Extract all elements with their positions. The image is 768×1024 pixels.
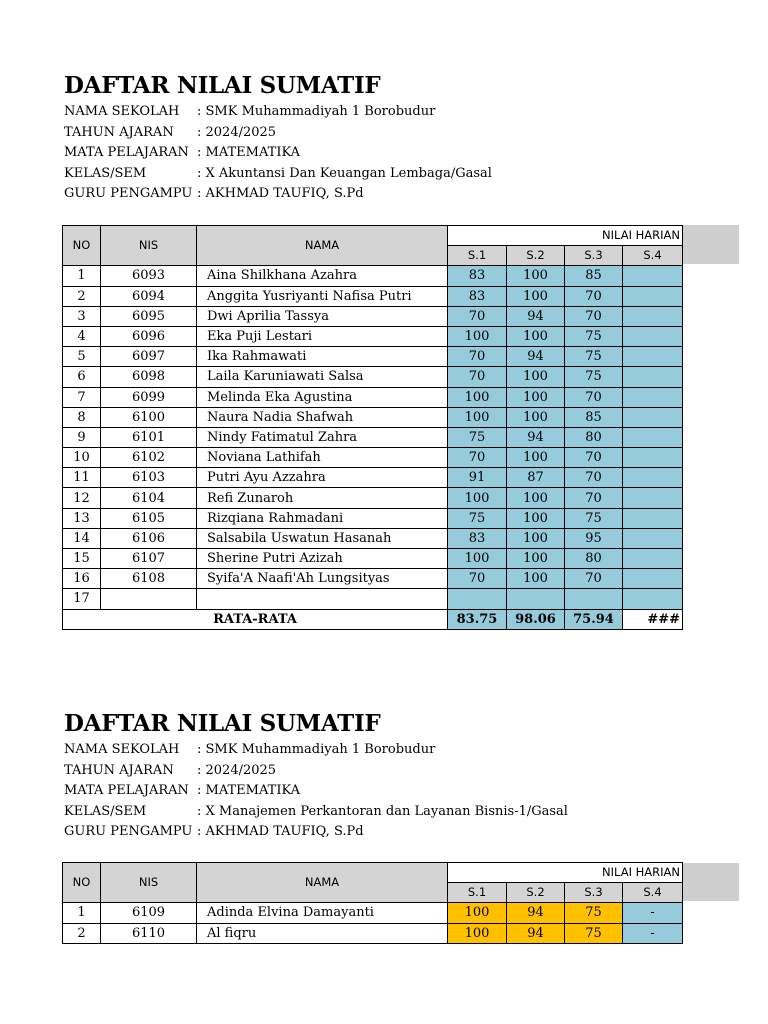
cell-no: 11: [63, 468, 101, 488]
table-row: [63, 306, 683, 326]
table-row: [63, 549, 683, 569]
cell-s2: 100: [507, 569, 565, 589]
cell-nis: 6105: [101, 508, 197, 528]
cell-nama: Adinda Elvina Damayanti: [197, 903, 448, 923]
cell-s4: [623, 528, 683, 548]
cell-s3: 75: [565, 367, 623, 387]
table-row: [63, 903, 683, 923]
table-row: [63, 387, 683, 407]
cell-nis: 6104: [101, 488, 197, 508]
cell-nis: 6093: [101, 266, 197, 286]
info-block: [64, 740, 744, 843]
header-nis: NIS: [101, 226, 197, 266]
grades-table-2-body: [63, 903, 683, 943]
info-block: [64, 102, 744, 205]
cell-s2: 100: [507, 367, 565, 387]
table-row: [63, 448, 683, 468]
header-no: NO: [63, 226, 101, 266]
cell-s2: 100: [507, 387, 565, 407]
cell-no: 9: [63, 427, 101, 447]
cell-nis: 6106: [101, 528, 197, 548]
info-label: NAMA SEKOLAH: [64, 742, 180, 757]
cell-no: 4: [63, 326, 101, 346]
cell-s2: 94: [507, 427, 565, 447]
header-s1: S.1: [448, 246, 507, 266]
table-row: [63, 326, 683, 346]
header-grey-extension: [682, 863, 739, 901]
cell-s2: 100: [507, 508, 565, 528]
table-row: [63, 468, 683, 488]
cell-s1: 83: [448, 528, 507, 548]
cell-no: 5: [63, 347, 101, 367]
info-value: : AKHMAD TAUFIQ, S.Pd: [197, 186, 364, 201]
section-2-header: [64, 709, 744, 843]
info-label: KELAS/SEM: [64, 803, 147, 819]
info-value: : MATEMATIKA: [197, 145, 301, 160]
cell-no: 10: [63, 448, 101, 468]
cell-s3: 70: [565, 387, 623, 407]
table-row: [63, 569, 683, 589]
cell-s1: 70: [448, 306, 507, 326]
info-value: : 2024/2025: [197, 124, 277, 140]
info-value: : SMK Muhammadiyah 1 Borobudur: [197, 742, 436, 757]
average-label: RATA-RATA: [63, 609, 448, 629]
info-label: TAHUN AJARAN: [64, 124, 174, 140]
cell-s3: 80: [565, 427, 623, 447]
cell-nis: 6096: [101, 326, 197, 346]
cell-nis: 6095: [101, 306, 197, 326]
info-row-school: [64, 102, 744, 123]
info-row-subject: [64, 143, 744, 164]
cell-s2: 94: [507, 923, 565, 943]
cell-s1: 83: [448, 286, 507, 306]
cell-s1: 83: [448, 266, 507, 286]
cell-nis: 6102: [101, 448, 197, 468]
cell-nis: 6110: [101, 923, 197, 943]
cell-s3: 80: [565, 549, 623, 569]
info-value: : MATEMATIKA: [197, 783, 301, 798]
cell-nama: Eka Puji Lestari: [197, 326, 448, 346]
cell-nis: 6098: [101, 367, 197, 387]
cell-s3: 70: [565, 286, 623, 306]
cell-no: 12: [63, 488, 101, 508]
cell-s1: 75: [448, 508, 507, 528]
cell-s4: [623, 468, 683, 488]
cell-s4: [623, 387, 683, 407]
info-row-teacher: [64, 822, 744, 843]
cell-s2: 100: [507, 448, 565, 468]
cell-nama: Ika Rahmawati: [197, 347, 448, 367]
table-row: [63, 347, 683, 367]
cell-s1: [448, 589, 507, 609]
cell-s2: 100: [507, 286, 565, 306]
cell-s4: [623, 286, 683, 306]
average-s4: ###: [623, 609, 683, 629]
header-nilai-harian: NILAI HARIAN: [448, 863, 683, 883]
info-value: : X Manajemen Perkantoran dan Layanan Bisnis-1/Gasal: [197, 803, 568, 819]
cell-s1: 100: [448, 387, 507, 407]
cell-s3: 75: [565, 347, 623, 367]
cell-nama: [197, 589, 448, 609]
header-s3: S.3: [565, 246, 623, 266]
info-row-class: [64, 802, 744, 823]
table-row: [63, 589, 683, 609]
cell-s3: 70: [565, 488, 623, 508]
header-s1: S.1: [448, 883, 507, 903]
cell-s1: 70: [448, 367, 507, 387]
cell-s3: 75: [565, 508, 623, 528]
table-row: [63, 407, 683, 427]
cell-s2: 94: [507, 347, 565, 367]
cell-s4: [623, 488, 683, 508]
cell-no: 6: [63, 367, 101, 387]
section-1-header: [64, 71, 744, 205]
grades-table-2: [62, 862, 683, 944]
cell-s2: [507, 589, 565, 609]
info-row-class: [64, 164, 744, 185]
cell-s4: [623, 427, 683, 447]
cell-s4: [623, 407, 683, 427]
header-nis: NIS: [101, 863, 197, 903]
average-s2: 98.06: [507, 609, 565, 629]
cell-s1: 70: [448, 448, 507, 468]
cell-nis: 6108: [101, 569, 197, 589]
table-row: [63, 367, 683, 387]
table-row: [63, 266, 683, 286]
cell-s4: [623, 448, 683, 468]
cell-nis: [101, 589, 197, 609]
info-value: : 2024/2025: [197, 762, 277, 778]
cell-no: 3: [63, 306, 101, 326]
cell-s3: 70: [565, 448, 623, 468]
cell-nis: 6101: [101, 427, 197, 447]
cell-s4: -: [623, 903, 683, 923]
header-nama: NAMA: [197, 226, 448, 266]
cell-nama: Syifa'A Naafi'Ah Lungsityas: [197, 569, 448, 589]
cell-nama: Sherine Putri Azizah: [197, 549, 448, 569]
cell-nis: 6109: [101, 903, 197, 923]
cell-nis: 6097: [101, 347, 197, 367]
cell-no: 15: [63, 549, 101, 569]
cell-nama: Nindy Fatimatul Zahra: [197, 427, 448, 447]
info-row-subject: [64, 781, 744, 802]
grades-table-1-body: [63, 266, 683, 609]
header-grey-extension: [682, 225, 739, 264]
cell-s4: [623, 306, 683, 326]
cell-nama: Dwi Aprilia Tassya: [197, 306, 448, 326]
header-s2: S.2: [507, 883, 565, 903]
cell-no: 1: [63, 903, 101, 923]
cell-s1: 70: [448, 347, 507, 367]
cell-nis: 6094: [101, 286, 197, 306]
header-s2: S.2: [507, 246, 565, 266]
cell-s4: [623, 367, 683, 387]
info-row-school: [64, 740, 744, 761]
cell-s4: [623, 326, 683, 346]
cell-s2: 100: [507, 528, 565, 548]
cell-s2: 100: [507, 488, 565, 508]
cell-s3: 75: [565, 903, 623, 923]
cell-s3: 85: [565, 266, 623, 286]
cell-s2: 100: [507, 549, 565, 569]
cell-s3: 95: [565, 528, 623, 548]
table-row: [63, 488, 683, 508]
cell-s1: 100: [448, 549, 507, 569]
cell-s2: 100: [507, 326, 565, 346]
cell-s3: 85: [565, 407, 623, 427]
cell-no: 14: [63, 528, 101, 548]
cell-s3: 75: [565, 923, 623, 943]
header-nilai-harian: NILAI HARIAN: [448, 226, 683, 246]
cell-nama: Aina Shilkhana Azahra: [197, 266, 448, 286]
info-label: GURU PENGAMPU: [64, 824, 193, 839]
cell-nama: Melinda Eka Agustina: [197, 387, 448, 407]
header-nama: NAMA: [197, 863, 448, 903]
table-row: [63, 528, 683, 548]
table-row: [63, 508, 683, 528]
cell-s3: [565, 589, 623, 609]
header-s4: S.4: [623, 883, 683, 903]
table-row: [63, 923, 683, 943]
document-title: DAFTAR NILAI SUMATIF: [64, 72, 381, 99]
cell-no: 7: [63, 387, 101, 407]
cell-nama: Al fiqru: [197, 923, 448, 943]
cell-nama: Putri Ayu Azzahra: [197, 468, 448, 488]
cell-nama: Naura Nadia Shafwah: [197, 407, 448, 427]
cell-s3: 70: [565, 569, 623, 589]
cell-s1: 91: [448, 468, 507, 488]
cell-s3: 75: [565, 326, 623, 346]
info-label: KELAS/SEM: [64, 165, 147, 181]
cell-s3: 70: [565, 306, 623, 326]
cell-s4: [623, 508, 683, 528]
average-s1: 83.75: [448, 609, 507, 629]
cell-nis: 6099: [101, 387, 197, 407]
cell-s2: 100: [507, 266, 565, 286]
info-label: NAMA SEKOLAH: [64, 104, 180, 119]
cell-s4: [623, 589, 683, 609]
header-s4: S.4: [623, 246, 683, 266]
header-no: NO: [63, 863, 101, 903]
info-value: : AKHMAD TAUFIQ, S.Pd: [197, 824, 364, 839]
cell-nama: Noviana Lathifah: [197, 448, 448, 468]
cell-s4: [623, 347, 683, 367]
cell-no: 2: [63, 923, 101, 943]
cell-s2: 100: [507, 407, 565, 427]
cell-s4: [623, 549, 683, 569]
info-row-year: [64, 123, 744, 144]
grades-table-1: [62, 225, 683, 630]
table-row: [63, 427, 683, 447]
info-row-teacher: [64, 184, 744, 205]
cell-nama: Refi Zunaroh: [197, 488, 448, 508]
table-row: [63, 286, 683, 306]
cell-nis: 6107: [101, 549, 197, 569]
cell-s1: 100: [448, 326, 507, 346]
info-label: GURU PENGAMPU: [64, 186, 193, 201]
cell-s1: 100: [448, 407, 507, 427]
cell-s2: 94: [507, 903, 565, 923]
cell-s1: 70: [448, 569, 507, 589]
info-label: TAHUN AJARAN: [64, 762, 174, 778]
info-value: : SMK Muhammadiyah 1 Borobudur: [197, 104, 436, 119]
cell-nis: 6103: [101, 468, 197, 488]
cell-no: 13: [63, 508, 101, 528]
cell-s4: [623, 569, 683, 589]
cell-nama: Anggita Yusriyanti Nafisa Putri: [197, 286, 448, 306]
document-title: DAFTAR NILAI SUMATIF: [64, 710, 381, 737]
cell-s4: -: [623, 923, 683, 943]
info-value: : X Akuntansi Dan Keuangan Lembaga/Gasal: [197, 165, 492, 181]
cell-s2: 87: [507, 468, 565, 488]
cell-no: 1: [63, 266, 101, 286]
cell-nama: Rizqiana Rahmadani: [197, 508, 448, 528]
average-row: [63, 609, 683, 629]
info-label: MATA PELAJARAN: [64, 145, 189, 160]
cell-nama: Salsabila Uswatun Hasanah: [197, 528, 448, 548]
cell-s1: 100: [448, 488, 507, 508]
cell-no: 16: [63, 569, 101, 589]
cell-s3: 70: [565, 468, 623, 488]
cell-no: 2: [63, 286, 101, 306]
info-row-year: [64, 761, 744, 782]
cell-nis: 6100: [101, 407, 197, 427]
cell-s1: 75: [448, 427, 507, 447]
cell-no: 8: [63, 407, 101, 427]
cell-s2: 94: [507, 306, 565, 326]
info-label: MATA PELAJARAN: [64, 783, 189, 798]
header-s3: S.3: [565, 883, 623, 903]
average-s3: 75.94: [565, 609, 623, 629]
cell-s4: [623, 266, 683, 286]
cell-nama: Laila Karuniawati Salsa: [197, 367, 448, 387]
cell-s1: 100: [448, 903, 507, 923]
cell-s1: 100: [448, 923, 507, 943]
cell-no: 17: [63, 589, 101, 609]
